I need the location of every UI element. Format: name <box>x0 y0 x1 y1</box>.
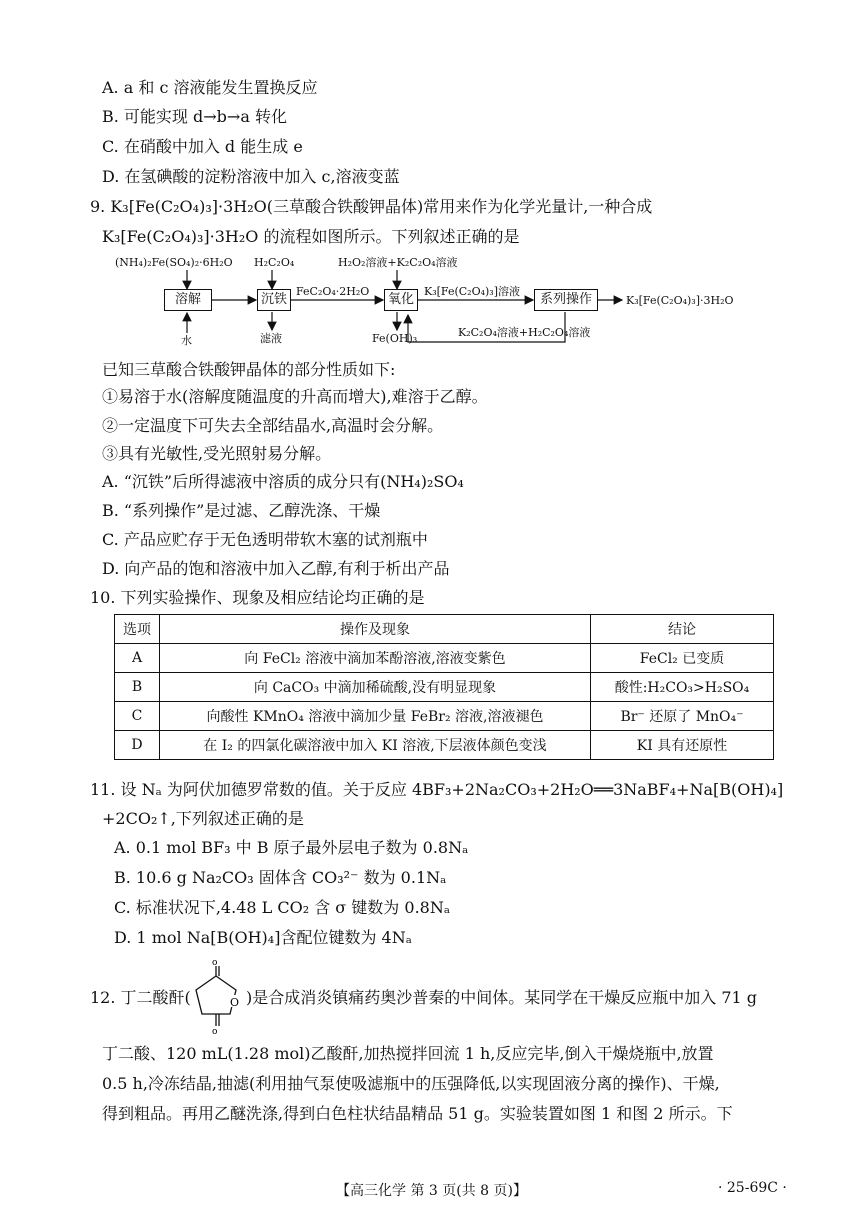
q9-prop-1: ①易溶于水(溶解度随温度的升高而增大),难溶于乙醇。 <box>102 387 488 406</box>
q9-option-a: A. “沉铁”后所得滤液中溶质的成分只有(NH₄)₂SO₄ <box>102 472 464 491</box>
q9-option-c: C. 产品应贮存于无色透明带软木塞的试剂瓶中 <box>102 530 428 549</box>
q12-stem-part2: )是合成消炎镇痛药奥沙普秦的中间体。某同学在干燥反应瓶中加入 71 g <box>246 988 758 1007</box>
q12-line-2: 0.5 h,冷冻结晶,抽滤(利用抽气泵使吸滤瓶中的压强降低,以实现固液分离的操作)、干燥, <box>102 1074 720 1093</box>
cell-option: A <box>115 644 160 673</box>
q11-option-b: B. 10.6 g Na₂CO₃ 固体含 CO₃²⁻ 数为 0.1Nₐ <box>114 868 447 887</box>
q9-known-title: 已知三草酸合铁酸钾晶体的部分性质如下: <box>102 360 396 379</box>
q10-stem: 10. 下列实验操作、现象及相应结论均正确的是 <box>90 588 425 607</box>
q12-line-1: 丁二酸、120 mL(1.28 mol)乙酸酐,加热搅拌回流 1 h,反应完毕,倒入干燥烧瓶中,放置 <box>102 1044 714 1063</box>
cell-conclusion: Br⁻ 还原了 MnO₄⁻ <box>591 702 774 731</box>
page-footer-center: 【高三化学 第 3 页(共 8 页)】 <box>336 1183 527 1199</box>
table-header-row <box>115 615 774 644</box>
q10-table <box>114 614 774 760</box>
q11-option-c: C. 标准状况下,4.48 L CO₂ 含 σ 键数为 0.8Nₐ <box>114 898 451 917</box>
cell-option: C <box>115 702 160 731</box>
q11-stem-line2: +2CO₂↑,下列叙述正确的是 <box>102 809 304 828</box>
flow-filtrate: 滤液 <box>260 332 282 345</box>
table-row <box>115 673 774 702</box>
table-row <box>115 644 774 673</box>
q9-prop-2: ②一定温度下可失去全部结晶水,高温时会分解。 <box>102 416 444 435</box>
cell-conclusion: FeCl₂ 已变质 <box>591 644 774 673</box>
q8-option-b: B. 可能实现 d→b→a 转化 <box>102 107 287 126</box>
q8-option-c: C. 在硝酸中加入 d 能生成 e <box>102 137 303 156</box>
col-header-conclusion: 结论 <box>591 615 774 644</box>
flow-arrows <box>0 0 867 360</box>
cell-operation: 在 I₂ 的四氯化碳溶液中加入 KI 溶液,下层液体颜色变浅 <box>160 731 591 760</box>
flow-water: 水 <box>181 334 192 347</box>
flow-box-precipitate: 沉铁 <box>257 289 291 311</box>
q12-line-3: 得到粗品。再用乙醚洗涤,得到白色柱状结晶精品 51 g。实验装置如图 1 和图 2 所示。下 <box>102 1104 733 1123</box>
flow-recycle: K₂C₂O₄溶液+H₂C₂O₄溶液 <box>458 326 591 339</box>
flow-input-salt: (NH₄)₂Fe(SO₄)₂·6H₂O <box>115 256 233 269</box>
succinic-anhydride-structure <box>188 958 244 1034</box>
flow-box-oxidize: 氧化 <box>384 289 418 311</box>
flow-box-dissolve: 溶解 <box>164 289 212 311</box>
q9-option-b: B. “系列操作”是过滤、乙醇洗涤、干燥 <box>102 501 381 520</box>
cell-conclusion: 酸性:H₂CO₃>H₂SO₄ <box>591 673 774 702</box>
flow-input-oxidant: H₂O₂溶液+K₂C₂O₄溶液 <box>338 256 458 269</box>
q9-option-d: D. 向产品的饱和溶液中加入乙醇,有利于析出产品 <box>102 559 450 578</box>
q12-stem-part1: 12. 丁二酸酐( <box>90 988 191 1007</box>
table-row <box>115 702 774 731</box>
table-row <box>115 731 774 760</box>
cell-operation: 向酸性 KMnO₄ 溶液中滴加少量 FeBr₂ 溶液,溶液褪色 <box>160 702 591 731</box>
svg-text:O: O <box>230 996 240 1009</box>
col-header-operation: 操作及现象 <box>160 615 591 644</box>
cell-operation: 向 CaCO₃ 中滴加稀硫酸,没有明显现象 <box>160 673 591 702</box>
cell-conclusion: KI 具有还原性 <box>591 731 774 760</box>
q8-option-a: A. a 和 c 溶液能发生置换反应 <box>102 78 318 97</box>
cell-option: D <box>115 731 160 760</box>
q9-prop-3: ③具有光敏性,受光照射易分解。 <box>102 444 332 463</box>
page-footer-code: · 25-69C · <box>718 1180 787 1196</box>
flow-label-fec2o4: FeC₂O₄·2H₂O <box>296 285 370 298</box>
q11-option-a: A. 0.1 mol BF₃ 中 B 原子最外层电子数为 0.8Nₐ <box>114 838 469 857</box>
svg-text:o: o <box>212 1027 218 1034</box>
col-header-option: 选项 <box>115 615 160 644</box>
cell-operation: 向 FeCl₂ 溶液中滴加苯酚溶液,溶液变紫色 <box>160 644 591 673</box>
flow-input-oxalic: H₂C₂O₄ <box>254 256 295 269</box>
svg-text:o: o <box>212 958 218 968</box>
flow-feoh3: Fe(OH)₃ <box>372 332 418 345</box>
q9-stem-line1: 9. K₃[Fe(C₂O₄)₃]·3H₂O(三草酸合铁酸钾晶体)常用来作为化学光量计,一种合成 <box>90 197 653 216</box>
q9-stem-line2: K₃[Fe(C₂O₄)₃]·3H₂O 的流程如图所示。下列叙述正确的是 <box>102 227 520 246</box>
q8-option-d: D. 在氢碘酸的淀粉溶液中加入 c,溶液变蓝 <box>102 167 400 186</box>
flow-product: K₃[Fe(C₂O₄)₃]·3H₂O <box>626 294 734 307</box>
q11-option-d: D. 1 mol Na[B(OH)₄]含配位键数为 4Nₐ <box>114 928 412 947</box>
flow-label-solution: K₃[Fe(C₂O₄)₃]溶液 <box>424 285 520 298</box>
cell-option: B <box>115 673 160 702</box>
flow-box-series-ops: 系列操作 <box>534 289 598 311</box>
q11-stem-line1: 11. 设 Nₐ 为阿伏加德罗常数的值。关于反应 4BF₃+2Na₂CO₃+2H₂O══3NaBF₄+Na[B(OH)₄] <box>90 780 784 799</box>
